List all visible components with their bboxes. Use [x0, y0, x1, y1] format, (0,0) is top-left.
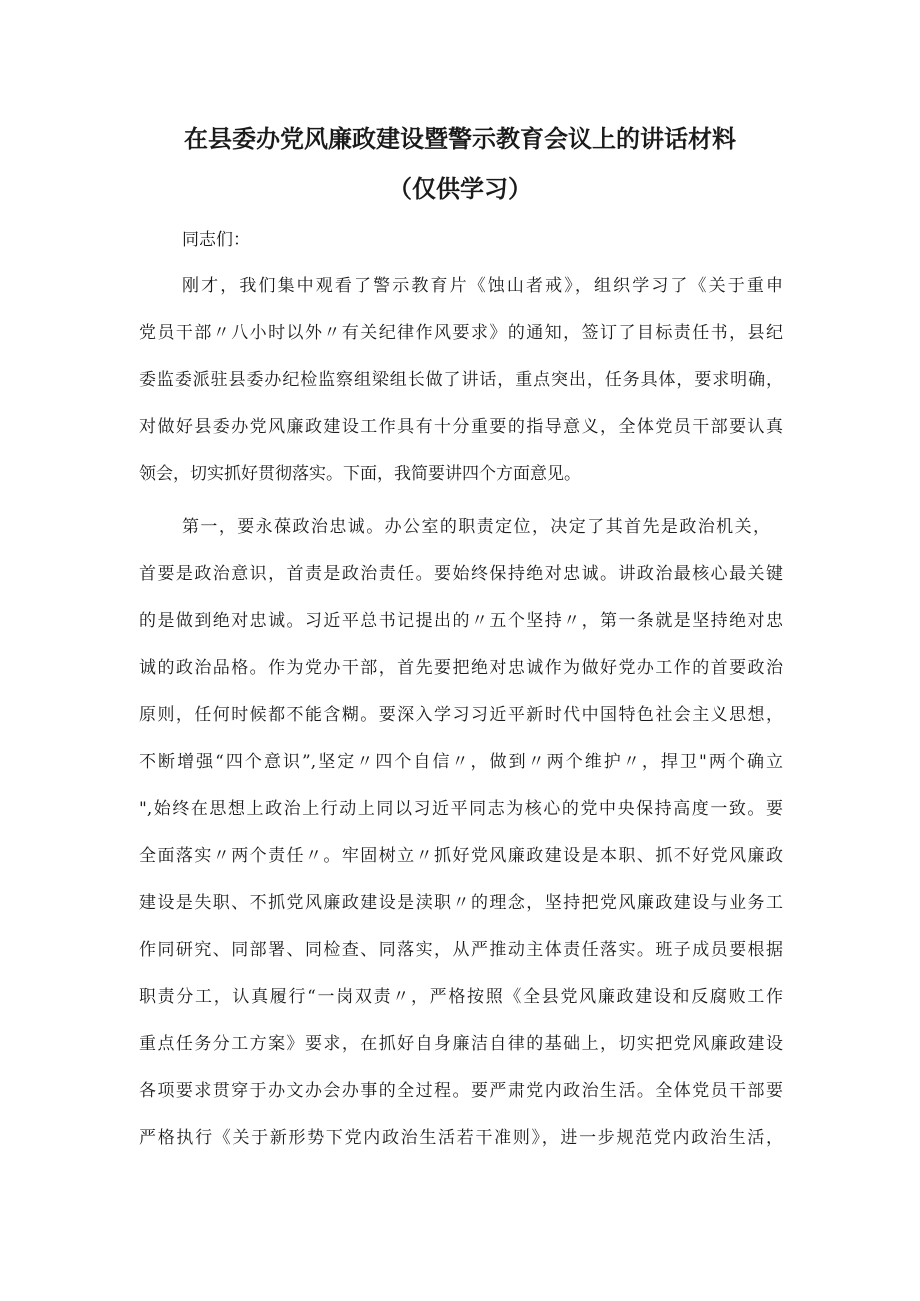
paragraph-2-line: 不断增强“四个意识”,坚定〃四个自信〃，做到〃两个维护〃，捍卫"两个确立	[139, 752, 783, 772]
paragraph-2-line: 职责分工，认真履行“一岗双责〃，严格按照《全县党风廉政建设和反腐败工作	[139, 987, 783, 1007]
paragraph-1-line: 对做好县委办党风廉政建设工作具有十分重要的指导意义，全体党员干部要认真	[139, 417, 783, 437]
paragraph-1-line: 委监委派驻县委办纪检监察组梁组长做了讲话，重点突出，任务具体，要求明确，	[139, 370, 783, 390]
paragraph-2-line: 诚的政治品格。作为党办干部，首先要把绝对忠诚作为做好党办工作的首要政治	[139, 658, 783, 678]
paragraph-2-line: 第一，要永葆政治忠诚。办公室的职责定位，决定了其首先是政治机关，	[182, 517, 770, 537]
paragraph-1-line: 刚才，我们集中观看了警示教育片《蚀山者戒》，组织学习了《关于重申	[182, 276, 783, 296]
paragraph-2-line: 重点任务分工方案》要求，在抓好自身廉洁自律的基础上，切实把党风廉政建设	[139, 1034, 783, 1054]
paragraph-2-line: 各项要求贯穿于办文办会办事的全过程。要严肃党内政治生活。全体党员干部要	[139, 1081, 783, 1101]
document-title: 在县委办党风廉政建设暨警示教育会议上的讲话材料	[184, 125, 736, 153]
paragraph-2-line: 首要是政治意识，首责是政治责任。要始终保持绝对忠诚。讲政治最核心最关键	[139, 564, 783, 584]
paragraph-2-line: 作同研究、同部署、同检查、同落实，从严推动主体责任落实。班子成员要根据	[139, 940, 783, 960]
paragraph-1-line: 领会，切实抓好贯彻落实。下面，我简要讲四个方面意见。	[139, 464, 581, 484]
document-subtitle: （仅供学习）	[388, 175, 532, 203]
paragraph-2-line: 建设是失职、不抓党风廉政建设是渎职〃的理念，坚持把党风廉政建设与业务工	[139, 893, 783, 913]
paragraph-2-line: 严格执行《关于新形势下党内政治生活若干准则》，进一步规范党内政治生活，	[139, 1128, 783, 1148]
paragraph-2-line: ",始终在思想上政治上行动上同以习近平同志为核心的党中央保持高度一致。要	[139, 799, 783, 819]
paragraph-2-line: 全面落实〃两个责任〃。牢固树立〃抓好党风廉政建设是本职、抓不好党风廉政	[139, 846, 783, 866]
paragraph-2-line: 原则，任何时候都不能含糊。要深入学习习近平新时代中国特色社会主义思想，	[139, 705, 783, 725]
paragraph-1-line: 党员干部〃八小时以外〃有关纪律作风要求》的通知，签订了目标责任书，县纪	[139, 323, 783, 343]
salutation: 同志们：	[182, 230, 250, 250]
paragraph-2-line: 的是做到绝对忠诚。习近平总书记提出的〃五个坚持〃，第一条就是坚持绝对忠	[139, 611, 783, 631]
